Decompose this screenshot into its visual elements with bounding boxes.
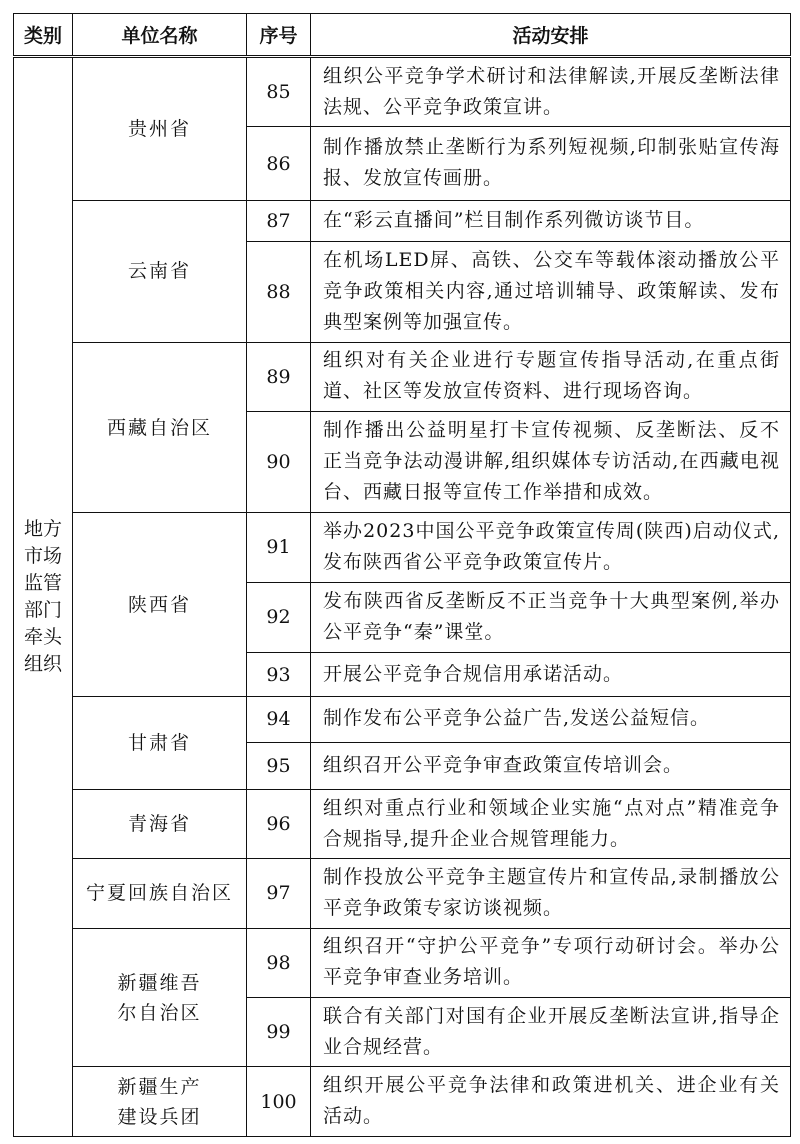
activity-text: 联合有关部门对国有企业开展反垄断法宣讲,指导企业合规经营。 — [311, 998, 791, 1067]
item-number: 86 — [247, 127, 311, 200]
unit-name: 宁夏回族自治区 — [85, 882, 233, 905]
item-number: 94 — [247, 696, 311, 742]
item-number: 96 — [247, 789, 311, 858]
table-row — [14, 342, 791, 411]
table-row — [14, 789, 791, 858]
unit-name: 贵州省 — [127, 117, 191, 140]
header-activity: 活动安排 — [311, 14, 791, 57]
unit-name-cell — [73, 1067, 247, 1137]
item-number: 92 — [247, 582, 311, 652]
category-cell — [14, 57, 73, 1137]
activity-text: 制作发布公平竞争公益广告,发送公益短信。 — [311, 696, 791, 742]
item-number: 95 — [247, 742, 311, 789]
activity-text: 制作播出公益明星打卡宣传视频、反垄断法、反不正当竞争法动漫讲解,组织媒体专访活动,在西藏电视台、西藏日报等宣传工作举措和成效。 — [311, 412, 791, 513]
table-row — [14, 859, 791, 928]
item-number: 98 — [247, 928, 311, 997]
table-body — [14, 57, 791, 1137]
activity-text: 制作投放公平竞争主题宣传片和宣传品,录制播放公平竞争政策专家访谈视频。 — [311, 859, 791, 928]
header-row — [14, 14, 791, 57]
item-number: 88 — [247, 241, 311, 342]
item-number: 100 — [247, 1067, 311, 1137]
item-number: 85 — [247, 57, 311, 127]
activity-text: 组织公平竞争学术研讨和法律解读,开展反垄断法律法规、公平竞争政策宣讲。 — [311, 57, 791, 127]
activity-text: 组织对重点行业和领域企业实施“点对点”精准竞争合规指导,提升企业合规管理能力。 — [311, 789, 791, 858]
item-number: 90 — [247, 412, 311, 513]
unit-name-cell — [73, 928, 247, 1067]
item-number: 93 — [247, 653, 311, 697]
activity-text: 发布陕西省反垄断反不正当竞争十大典型案例,举办公平竞争“秦”课堂。 — [311, 582, 791, 652]
table-row — [14, 696, 791, 742]
unit-name-cell — [73, 696, 247, 789]
unit-name-cell — [73, 513, 247, 697]
activity-text: 在“彩云直播间”栏目制作系列微访谈节目。 — [311, 200, 791, 241]
unit-name-cell — [73, 789, 247, 858]
unit-name: 新疆维吾尔自治区 — [117, 971, 202, 1024]
activity-text: 开展公平竞争合规信用承诺活动。 — [311, 653, 791, 697]
activity-table — [13, 13, 791, 1137]
unit-name-cell — [73, 200, 247, 342]
item-number: 89 — [247, 342, 311, 411]
category-label: 地方市场监管部门牵头组织 — [23, 518, 62, 675]
table-row — [14, 1067, 791, 1137]
table-row — [14, 57, 791, 127]
table-row — [14, 200, 791, 241]
activity-text: 组织召开“守护公平竞争”专项行动研讨会。举办公平竞争审查业务培训。 — [311, 928, 791, 997]
unit-name: 新疆生产建设兵团 — [117, 1075, 202, 1128]
activity-text: 组织召开公平竞争审查政策宣传培训会。 — [311, 742, 791, 789]
unit-name-cell — [73, 859, 247, 928]
table-row — [14, 513, 791, 582]
unit-name: 陕西省 — [127, 593, 191, 616]
item-number: 99 — [247, 998, 311, 1067]
item-number: 91 — [247, 513, 311, 582]
unit-name: 甘肃省 — [127, 731, 191, 754]
header-category: 类别 — [14, 14, 73, 57]
item-number: 97 — [247, 859, 311, 928]
activity-text: 制作播放禁止垄断行为系列短视频,印制张贴宣传海报、发放宣传画册。 — [311, 127, 791, 200]
table-row — [14, 928, 791, 997]
activity-text: 举办2023中国公平竞争政策宣传周(陕西)启动仪式,发布陕西省公平竞争政策宣传片。 — [311, 513, 791, 582]
activity-text: 组织对有关企业进行专题宣传指导活动,在重点街道、社区等发放宣传资料、进行现场咨询。 — [311, 342, 791, 411]
unit-name: 云南省 — [127, 260, 191, 283]
unit-name: 西藏自治区 — [106, 416, 212, 439]
header-number: 序号 — [247, 14, 311, 57]
activity-text: 组织开展公平竞争法律和政策进机关、进企业有关活动。 — [311, 1067, 791, 1137]
activity-text: 在机场LED屏、高铁、公交车等载体滚动播放公平竞争政策相关内容,通过培训辅导、政策解读、发布典型案例等加强宣传。 — [311, 241, 791, 342]
unit-name-cell — [73, 57, 247, 201]
item-number: 87 — [247, 200, 311, 241]
header-unit: 单位名称 — [73, 14, 247, 57]
unit-name-cell — [73, 342, 247, 512]
unit-name: 青海省 — [127, 813, 191, 836]
